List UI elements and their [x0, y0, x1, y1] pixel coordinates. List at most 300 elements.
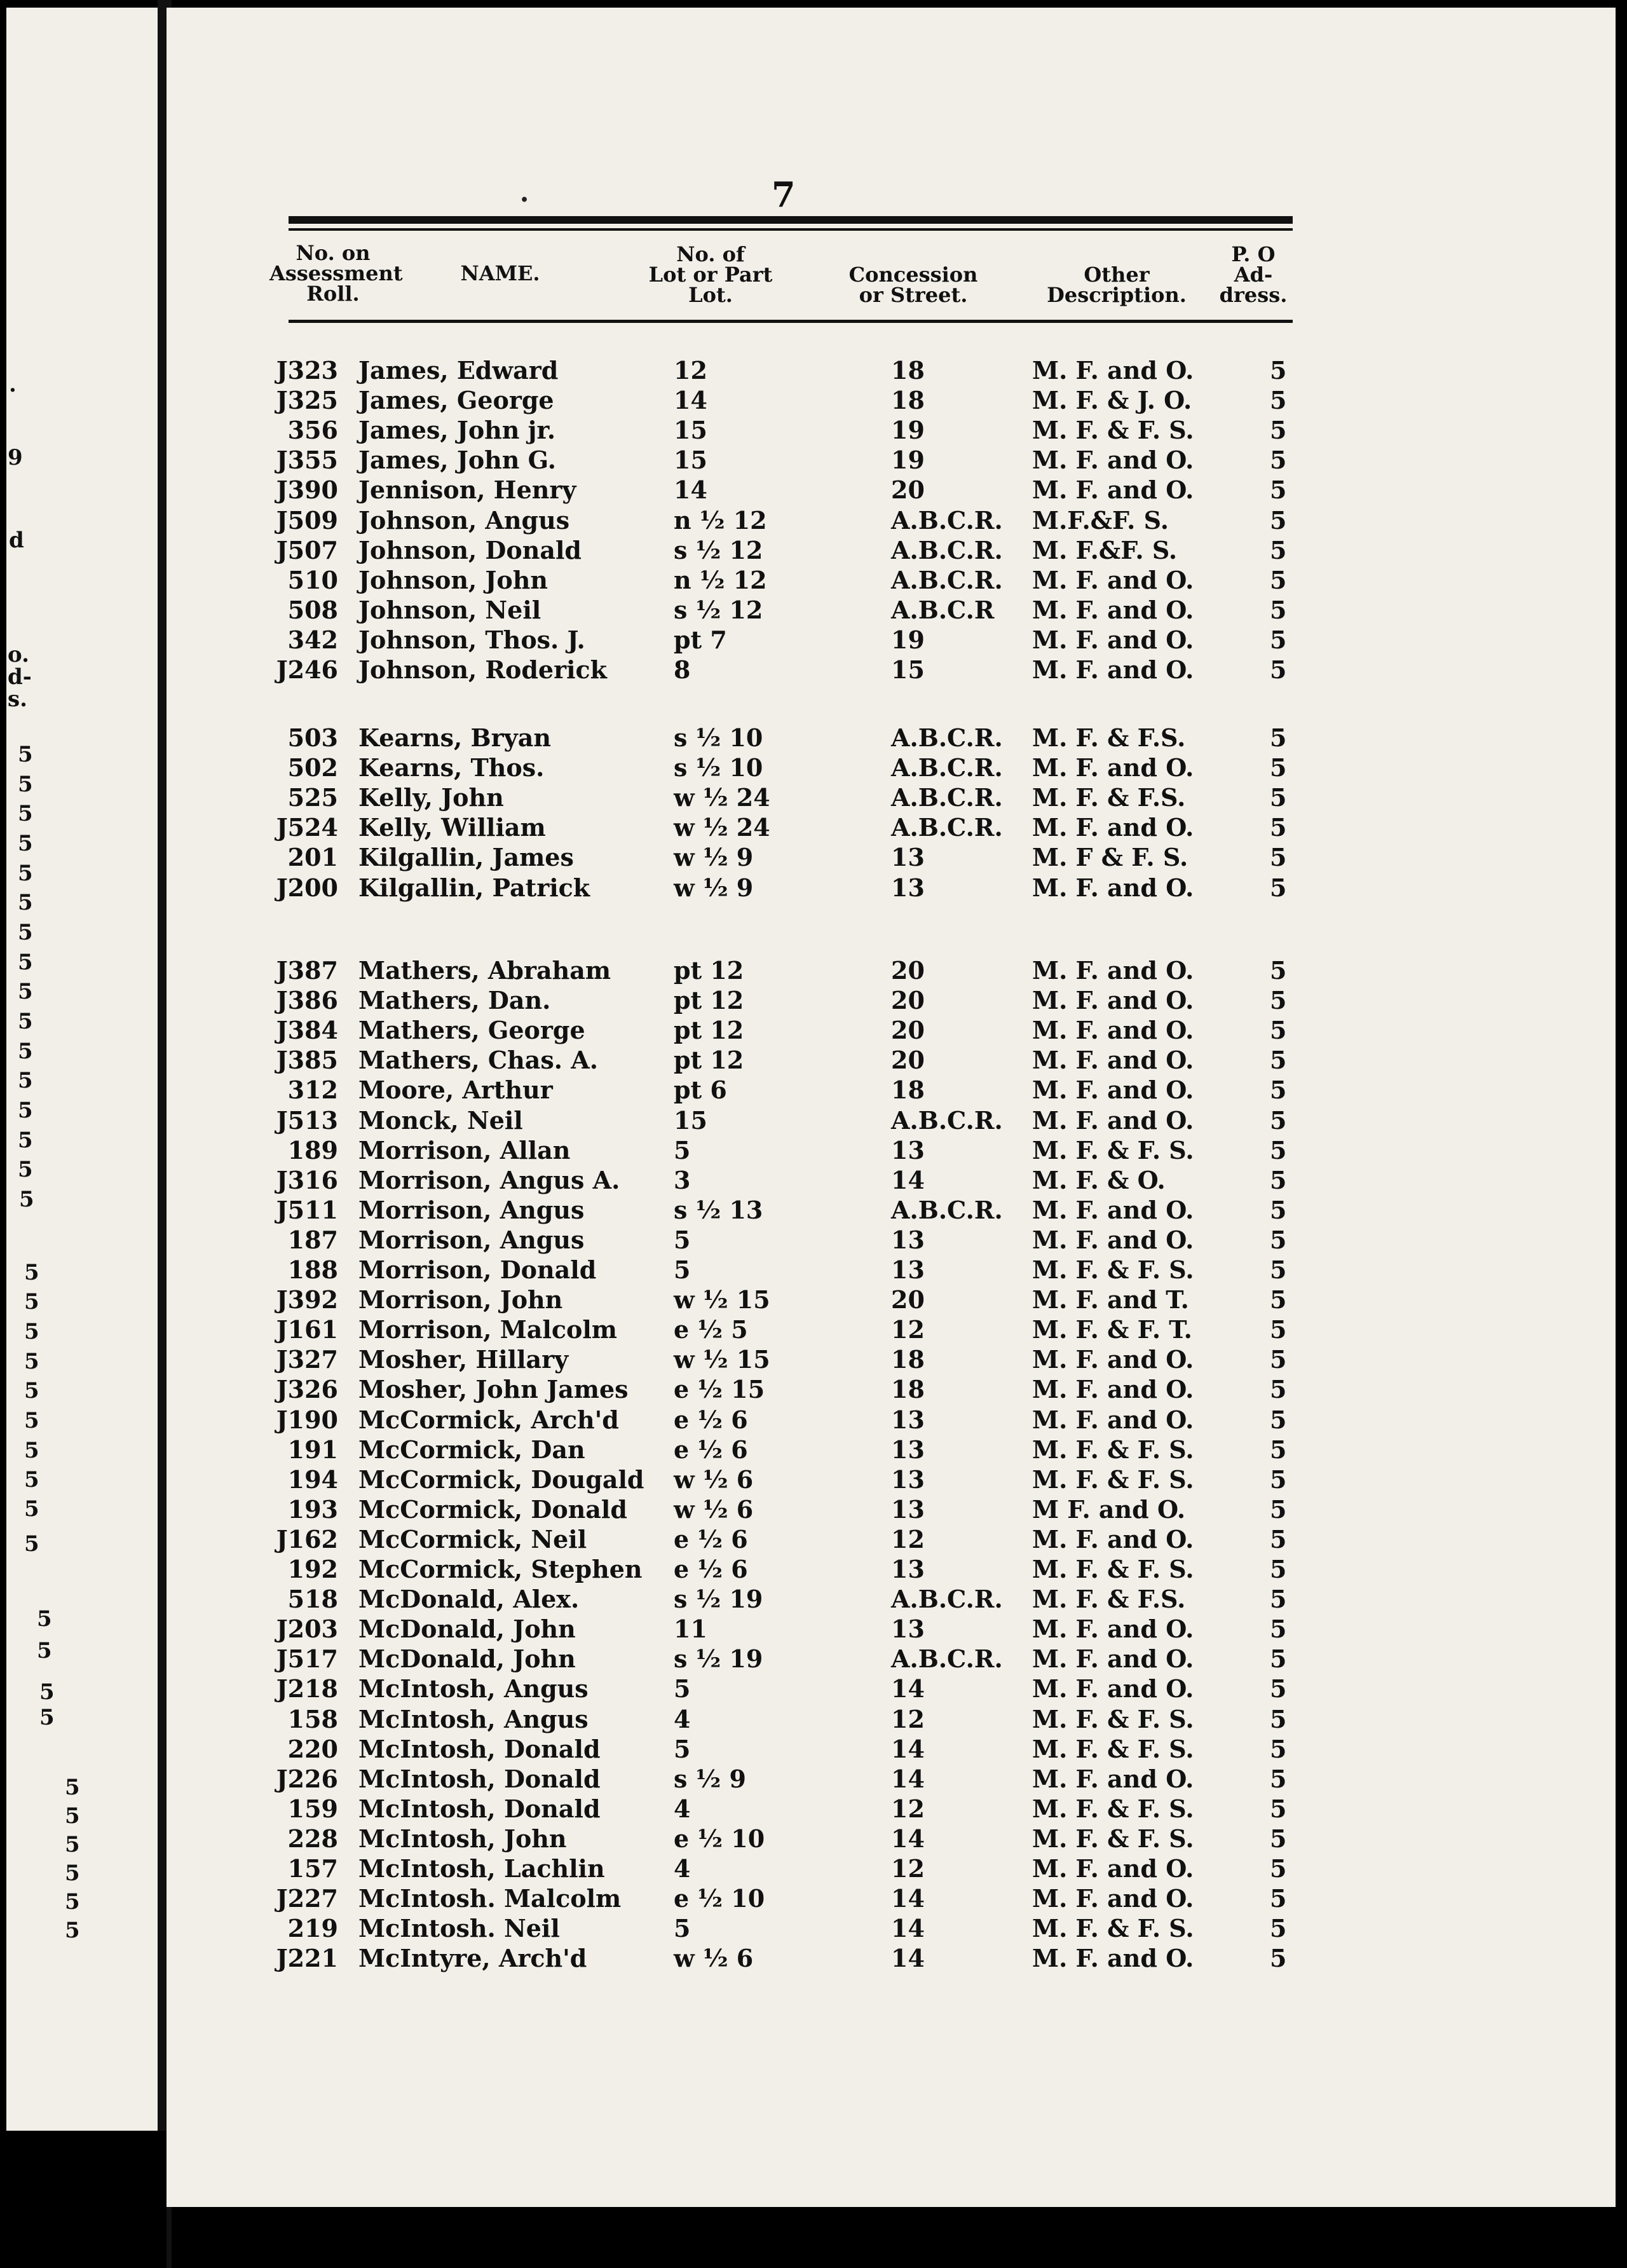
cell-lot: 4 — [674, 1794, 691, 1823]
cell-concession: 15 — [891, 655, 925, 684]
cell-roll: J355 — [276, 446, 338, 475]
cell-concession: 13 — [891, 1435, 925, 1464]
cell-lot: n ½ 12 — [674, 565, 767, 594]
cell-concession: 12 — [891, 1794, 925, 1823]
cell-lot: e ½ 10 — [674, 1824, 765, 1853]
cell-lot: e ½ 10 — [674, 1884, 765, 1913]
table-row — [167, 1166, 1616, 1195]
cell-name: McDonald, Alex. — [358, 1585, 580, 1614]
margin-fragment-five: 5 — [24, 1408, 39, 1433]
table-row — [167, 1285, 1616, 1315]
cell-po: 5 — [1270, 783, 1287, 812]
margin-fragment-five: 5 — [18, 950, 33, 975]
cell-po: 5 — [1270, 1016, 1287, 1045]
margin-fragment-five: 5 — [18, 742, 33, 767]
table-row — [167, 506, 1616, 535]
cell-concession: 18 — [891, 356, 925, 385]
table-row — [167, 475, 1616, 505]
cell-lot: 4 — [674, 1704, 691, 1733]
cell-concession: 20 — [891, 1016, 925, 1045]
cell-name: Johnson, Donald — [358, 535, 582, 564]
cell-lot: s ½ 19 — [674, 1585, 763, 1614]
cell-lot: 8 — [674, 655, 691, 684]
cell-description: M. F. & J. O. — [1032, 386, 1192, 415]
cell-lot: 4 — [674, 1854, 691, 1883]
cell-po: 5 — [1270, 1644, 1287, 1674]
cell-lot: w ½ 9 — [674, 873, 754, 902]
cell-lot: 5 — [674, 1674, 691, 1704]
table-row — [167, 386, 1616, 415]
header-roll-line: Roll. — [306, 282, 360, 306]
cell-description: M. F. and O. — [1032, 1644, 1194, 1674]
table-row — [167, 625, 1616, 655]
cell-lot: e ½ 6 — [674, 1524, 748, 1554]
table-row — [167, 1046, 1616, 1075]
cell-description: M. F. & F. S. — [1032, 1135, 1194, 1165]
cell-roll: J392 — [276, 1285, 338, 1315]
cell-lot: w ½ 24 — [674, 783, 770, 812]
cell-lot: s ½ 10 — [674, 753, 763, 782]
cell-po: 5 — [1270, 1615, 1287, 1644]
margin-fragment-five: 5 — [19, 1187, 34, 1212]
cell-lot: e ½ 6 — [674, 1555, 748, 1583]
cell-concession: A.B.C.R. — [891, 1105, 1003, 1135]
cell-roll: J226 — [276, 1764, 338, 1793]
table-row — [167, 1824, 1616, 1854]
header-concession-line: or Street. — [859, 283, 968, 307]
cell-roll: 502 — [287, 753, 338, 782]
cell-lot: w ½ 6 — [674, 1944, 754, 1973]
cell-concession: 12 — [891, 1704, 925, 1733]
cell-name: Morrison, Angus — [358, 1225, 585, 1254]
cell-po: 5 — [1270, 723, 1287, 752]
cell-lot: pt 12 — [674, 956, 744, 985]
cell-po: 5 — [1270, 386, 1287, 415]
cell-lot: pt 7 — [674, 625, 727, 654]
header-roll-line: Assessment — [269, 261, 403, 285]
cell-name: McIntosh. Neil — [358, 1914, 560, 1943]
cell-name: James, George — [358, 386, 554, 415]
cell-roll: 194 — [287, 1465, 338, 1494]
cell-roll: J200 — [276, 873, 338, 902]
header-roll — [269, 241, 403, 306]
cell-name: Kilgallin, Patrick — [358, 873, 590, 902]
table-row — [167, 536, 1616, 565]
cell-lot: 14 — [674, 386, 707, 415]
cell-po: 5 — [1270, 813, 1287, 842]
margin-fragment-five: 5 — [39, 1705, 55, 1730]
margin-fragment-five: 5 — [18, 890, 33, 915]
margin-fragment-five: 5 — [37, 1638, 52, 1663]
cell-description: M. F. and O. — [1032, 1016, 1194, 1045]
cell-lot: 15 — [674, 1105, 707, 1135]
cell-concession: A.B.C.R — [891, 595, 995, 624]
cell-description: M. F. & O. — [1032, 1165, 1166, 1194]
cell-po: 5 — [1270, 986, 1287, 1015]
cell-roll: J325 — [276, 386, 338, 415]
cell-lot: 14 — [674, 475, 707, 505]
table-row — [167, 1315, 1616, 1344]
margin-fragment-five: 5 — [39, 1679, 55, 1705]
header-description — [1012, 264, 1222, 305]
header-concession — [840, 264, 986, 305]
header-lot — [622, 244, 800, 305]
header-lot-line: Lot. — [688, 283, 733, 307]
table-row — [167, 1016, 1616, 1045]
cell-po: 5 — [1270, 625, 1287, 654]
cell-roll: J327 — [276, 1345, 338, 1374]
cell-roll: J323 — [276, 356, 338, 385]
cell-concession: A.B.C.R. — [891, 813, 1003, 842]
cell-concession: 13 — [891, 1494, 925, 1524]
table-row — [167, 1944, 1616, 1973]
margin-fragment-five: 5 — [18, 920, 33, 945]
cell-description: M. F. and O. — [1032, 873, 1194, 902]
cell-lot: e ½ 6 — [674, 1405, 748, 1434]
cell-name: Johnson, Thos. J. — [358, 625, 585, 654]
cell-description: M. F. & F. S. — [1032, 416, 1194, 445]
margin-fragment: s. — [8, 687, 27, 712]
cell-name: Mathers, Abraham — [358, 956, 611, 985]
cell-roll: 201 — [287, 843, 338, 872]
table-row — [167, 596, 1616, 625]
header-po-address — [1209, 244, 1298, 305]
table-row — [167, 1585, 1616, 1614]
cell-lot: 11 — [674, 1615, 707, 1644]
cell-description: M. F. & F. S. — [1032, 1734, 1194, 1763]
cell-description: M. F. & F. S. — [1032, 1794, 1194, 1823]
cell-description: M. F.&F. S. — [1032, 535, 1178, 564]
margin-fragment-five: 5 — [18, 772, 33, 797]
cell-lot: e ½ 5 — [674, 1315, 748, 1344]
margin-fragment-five: 5 — [24, 1496, 39, 1522]
cell-lot: pt 12 — [674, 1046, 744, 1075]
margin-fragment-five: 5 — [37, 1606, 52, 1632]
cell-po: 5 — [1270, 505, 1287, 535]
cell-concession: 18 — [891, 1076, 925, 1105]
table-row — [167, 986, 1616, 1015]
table-row — [167, 566, 1616, 595]
cell-concession: 14 — [891, 1824, 925, 1853]
cell-roll: J385 — [276, 1046, 338, 1075]
cell-roll: 312 — [287, 1076, 338, 1105]
cell-po: 5 — [1270, 1076, 1287, 1105]
cell-po: 5 — [1270, 1704, 1287, 1733]
cell-lot: 5 — [674, 1135, 691, 1165]
cell-lot: w ½ 6 — [674, 1494, 754, 1524]
header-roll-line: No. on — [296, 241, 371, 265]
cell-lot: w ½ 15 — [674, 1285, 770, 1315]
cell-description: M. F. and O. — [1032, 565, 1194, 594]
table-row — [167, 723, 1616, 753]
margin-fragment-five: 5 — [18, 1128, 33, 1153]
table-row — [167, 813, 1616, 842]
table-row — [167, 873, 1616, 903]
cell-concession: 13 — [891, 873, 925, 902]
cell-description: M. F. and O. — [1032, 655, 1194, 684]
cell-lot: n ½ 12 — [674, 505, 767, 535]
cell-lot: s ½ 19 — [674, 1644, 763, 1674]
cell-po: 5 — [1270, 1764, 1287, 1793]
margin-fragment-five: 5 — [18, 861, 33, 886]
table-row — [167, 1644, 1616, 1674]
cell-lot: s ½ 12 — [674, 535, 763, 564]
cell-name: Mosher, John James — [358, 1375, 629, 1404]
table-row — [167, 1196, 1616, 1225]
cell-roll: J387 — [276, 956, 338, 985]
cell-name: Morrison, Angus A. — [358, 1165, 620, 1194]
cell-lot: 5 — [674, 1734, 691, 1763]
header-rule-top — [289, 216, 1293, 224]
cell-roll: 510 — [287, 565, 338, 594]
cell-name: Mathers, Chas. A. — [358, 1046, 598, 1075]
margin-fragment-five: 5 — [18, 801, 33, 826]
cell-name: Morrison, John — [358, 1285, 563, 1315]
table-row — [167, 1255, 1616, 1285]
cell-po: 5 — [1270, 565, 1287, 594]
cell-concession: 13 — [891, 1615, 925, 1644]
cell-roll: 508 — [287, 595, 338, 624]
cell-lot: pt 12 — [674, 986, 744, 1015]
cell-lot: e ½ 15 — [674, 1375, 765, 1404]
table-row — [167, 1615, 1616, 1644]
cell-name: James, John G. — [358, 446, 556, 475]
cell-po: 5 — [1270, 1435, 1287, 1464]
cell-name: McCormick, Dan — [358, 1435, 585, 1464]
cell-name: McCormick, Neil — [358, 1524, 587, 1554]
table-row — [167, 356, 1616, 385]
cell-name: Johnson, John — [358, 565, 548, 594]
cell-description: M. F. & F. S. — [1032, 1824, 1194, 1853]
cell-po: 5 — [1270, 1255, 1287, 1284]
margin-fragment: d- — [8, 664, 32, 690]
cell-description: M. F. and O. — [1032, 1524, 1194, 1554]
cell-concession: 13 — [891, 1225, 925, 1254]
cell-roll: J513 — [276, 1105, 338, 1135]
margin-fragment-five: 5 — [24, 1467, 39, 1493]
cell-roll: 518 — [287, 1585, 338, 1614]
margin-fragment-five: 5 — [65, 1803, 80, 1829]
cell-description: M. F. and O. — [1032, 1046, 1194, 1075]
margin-fragment-five: 5 — [65, 1918, 80, 1943]
cell-name: McCormick, Dougald — [358, 1465, 644, 1494]
table-row — [167, 1435, 1616, 1465]
print-mark: • — [520, 192, 529, 208]
cell-description: M F. and O. — [1032, 1494, 1186, 1524]
margin-fragment-five: 5 — [65, 1861, 80, 1886]
cell-name: Kearns, Thos. — [358, 753, 545, 782]
cell-name: James, John jr. — [358, 416, 556, 445]
cell-lot: 15 — [674, 416, 707, 445]
cell-concession: 20 — [891, 475, 925, 505]
cell-roll: J507 — [276, 535, 338, 564]
cell-concession: 13 — [891, 1255, 925, 1284]
cell-description: M. F. and O. — [1032, 1615, 1194, 1644]
cell-name: McIntosh, Lachlin — [358, 1854, 605, 1883]
table-row — [167, 1735, 1616, 1764]
cell-name: Mathers, Dan. — [358, 986, 551, 1015]
table-row — [167, 1555, 1616, 1584]
cell-po: 5 — [1270, 1854, 1287, 1883]
cell-concession: A.B.C.R. — [891, 535, 1003, 564]
cell-concession: A.B.C.R. — [891, 723, 1003, 752]
margin-fragment-five: 5 — [24, 1438, 39, 1463]
cell-lot: 12 — [674, 356, 707, 385]
cell-description: M. F. and O. — [1032, 1225, 1194, 1254]
cell-lot: e ½ 6 — [674, 1435, 748, 1464]
cell-roll: J161 — [276, 1315, 338, 1344]
cell-po: 5 — [1270, 1465, 1287, 1494]
table-row — [167, 783, 1616, 812]
cell-name: McIntosh, John — [358, 1824, 567, 1853]
margin-fragment-five: 5 — [24, 1260, 39, 1285]
margin-fragment-five: 5 — [18, 1098, 33, 1123]
cell-lot: 15 — [674, 446, 707, 475]
margin-fragment: 9 — [8, 445, 23, 470]
cell-lot: w ½ 24 — [674, 813, 770, 842]
cell-name: Jennison, Henry — [358, 475, 576, 505]
adjacent-page-fragment — [6, 8, 158, 2131]
cell-description: M. F. and O. — [1032, 1884, 1194, 1913]
cell-po: 5 — [1270, 475, 1287, 505]
cell-description: M. F. and O. — [1032, 1944, 1194, 1973]
table-row — [167, 1405, 1616, 1435]
cell-concession: 14 — [891, 1764, 925, 1793]
cell-name: McIntosh, Donald — [358, 1734, 601, 1763]
header-po-line: P. O — [1231, 242, 1276, 266]
table-row — [167, 1136, 1616, 1165]
table-row — [167, 1525, 1616, 1554]
cell-name: James, Edward — [358, 356, 559, 385]
cell-name: McCormick, Stephen — [358, 1555, 643, 1583]
table-row — [167, 1794, 1616, 1824]
cell-roll: 187 — [287, 1225, 338, 1254]
cell-po: 5 — [1270, 1195, 1287, 1224]
table-row — [167, 1106, 1616, 1135]
table-row — [167, 1226, 1616, 1255]
scan-background — [0, 2131, 167, 2268]
cell-description: M. F & F. S. — [1032, 843, 1188, 872]
table-row — [167, 1674, 1616, 1704]
table-row — [167, 753, 1616, 782]
cell-description: M.F.&F. S. — [1032, 505, 1169, 535]
header-rule-top-thin — [289, 228, 1293, 231]
cell-description: M. F. and O. — [1032, 1105, 1194, 1135]
cell-description: M. F. and O. — [1032, 956, 1194, 985]
cell-description: M. F. and O. — [1032, 446, 1194, 475]
cell-po: 5 — [1270, 956, 1287, 985]
cell-concession: A.B.C.R. — [891, 1195, 1003, 1224]
header-description-line: Description. — [1047, 283, 1187, 307]
cell-roll: J190 — [276, 1405, 338, 1434]
table-row — [167, 416, 1616, 445]
cell-roll: 342 — [287, 625, 338, 654]
header-rule-bottom — [289, 320, 1293, 323]
header-name: NAME. — [460, 261, 540, 285]
cell-name: Morrison, Allan — [358, 1135, 571, 1165]
table-row — [167, 1765, 1616, 1794]
cell-concession: 14 — [891, 1674, 925, 1704]
cell-po: 5 — [1270, 843, 1287, 872]
margin-fragment-five: 5 — [24, 1349, 39, 1374]
cell-name: McIntosh, Donald — [358, 1794, 601, 1823]
cell-concession: A.B.C.R. — [891, 783, 1003, 812]
cell-concession: 19 — [891, 416, 925, 445]
cell-roll: 189 — [287, 1135, 338, 1165]
cell-name: McCormick, Donald — [358, 1494, 627, 1524]
cell-lot: 3 — [674, 1165, 691, 1194]
cell-description: M. F. & F.S. — [1032, 783, 1186, 812]
cell-concession: A.B.C.R. — [891, 1585, 1003, 1614]
cell-roll: 191 — [287, 1435, 338, 1464]
cell-roll: J390 — [276, 475, 338, 505]
table-row — [167, 843, 1616, 872]
cell-concession: 14 — [891, 1165, 925, 1194]
cell-concession: A.B.C.R. — [891, 753, 1003, 782]
cell-description: M. F. & F. S. — [1032, 1255, 1194, 1284]
cell-roll: J509 — [276, 505, 338, 535]
cell-name: McDonald, John — [358, 1615, 576, 1644]
cell-concession: 18 — [891, 1375, 925, 1404]
margin-fragment: o. — [8, 642, 29, 667]
cell-roll: 356 — [287, 416, 338, 445]
cell-po: 5 — [1270, 1494, 1287, 1524]
cell-description: M. F. and O. — [1032, 1195, 1194, 1224]
margin-fragment-five: 5 — [65, 1889, 80, 1915]
margin-fragment-five: 5 — [18, 1157, 33, 1182]
cell-roll: J524 — [276, 813, 338, 842]
cell-roll: J221 — [276, 1944, 338, 1973]
table-row — [167, 1465, 1616, 1494]
margin-fragment-five: 5 — [24, 1319, 39, 1344]
margin-fragment-five: 5 — [24, 1378, 39, 1404]
cell-po: 5 — [1270, 1944, 1287, 1973]
table-row — [167, 1914, 1616, 1943]
cell-description: M. F. and O. — [1032, 356, 1194, 385]
cell-concession: 14 — [891, 1884, 925, 1913]
cell-concession: 20 — [891, 1046, 925, 1075]
cell-po: 5 — [1270, 1884, 1287, 1913]
cell-name: Kelly, William — [358, 813, 546, 842]
cell-po: 5 — [1270, 446, 1287, 475]
cell-roll: 157 — [287, 1854, 338, 1883]
cell-description: M. F. and O. — [1032, 1345, 1194, 1374]
cell-po: 5 — [1270, 1585, 1287, 1614]
header-lot-line: Lot or Part — [648, 263, 773, 287]
cell-lot: 5 — [674, 1255, 691, 1284]
table-row — [167, 1705, 1616, 1734]
cell-po: 5 — [1270, 356, 1287, 385]
cell-roll: J203 — [276, 1615, 338, 1644]
cell-name: McIntosh, Angus — [358, 1704, 589, 1733]
cell-concession: 12 — [891, 1524, 925, 1554]
cell-po: 5 — [1270, 1824, 1287, 1853]
cell-po: 5 — [1270, 873, 1287, 902]
cell-roll: 219 — [287, 1914, 338, 1943]
cell-name: Monck, Neil — [358, 1105, 523, 1135]
cell-lot: s ½ 10 — [674, 723, 763, 752]
cell-roll: J386 — [276, 986, 338, 1015]
cell-roll: J227 — [276, 1884, 338, 1913]
cell-description: M. F. & F.S. — [1032, 723, 1186, 752]
cell-roll: 188 — [287, 1255, 338, 1284]
cell-description: M. F. and O. — [1032, 1375, 1194, 1404]
cell-po: 5 — [1270, 1225, 1287, 1254]
cell-name: Johnson, Roderick — [358, 655, 608, 684]
cell-name: Morrison, Angus — [358, 1195, 585, 1224]
cell-concession: 13 — [891, 1555, 925, 1583]
cell-concession: 12 — [891, 1854, 925, 1883]
